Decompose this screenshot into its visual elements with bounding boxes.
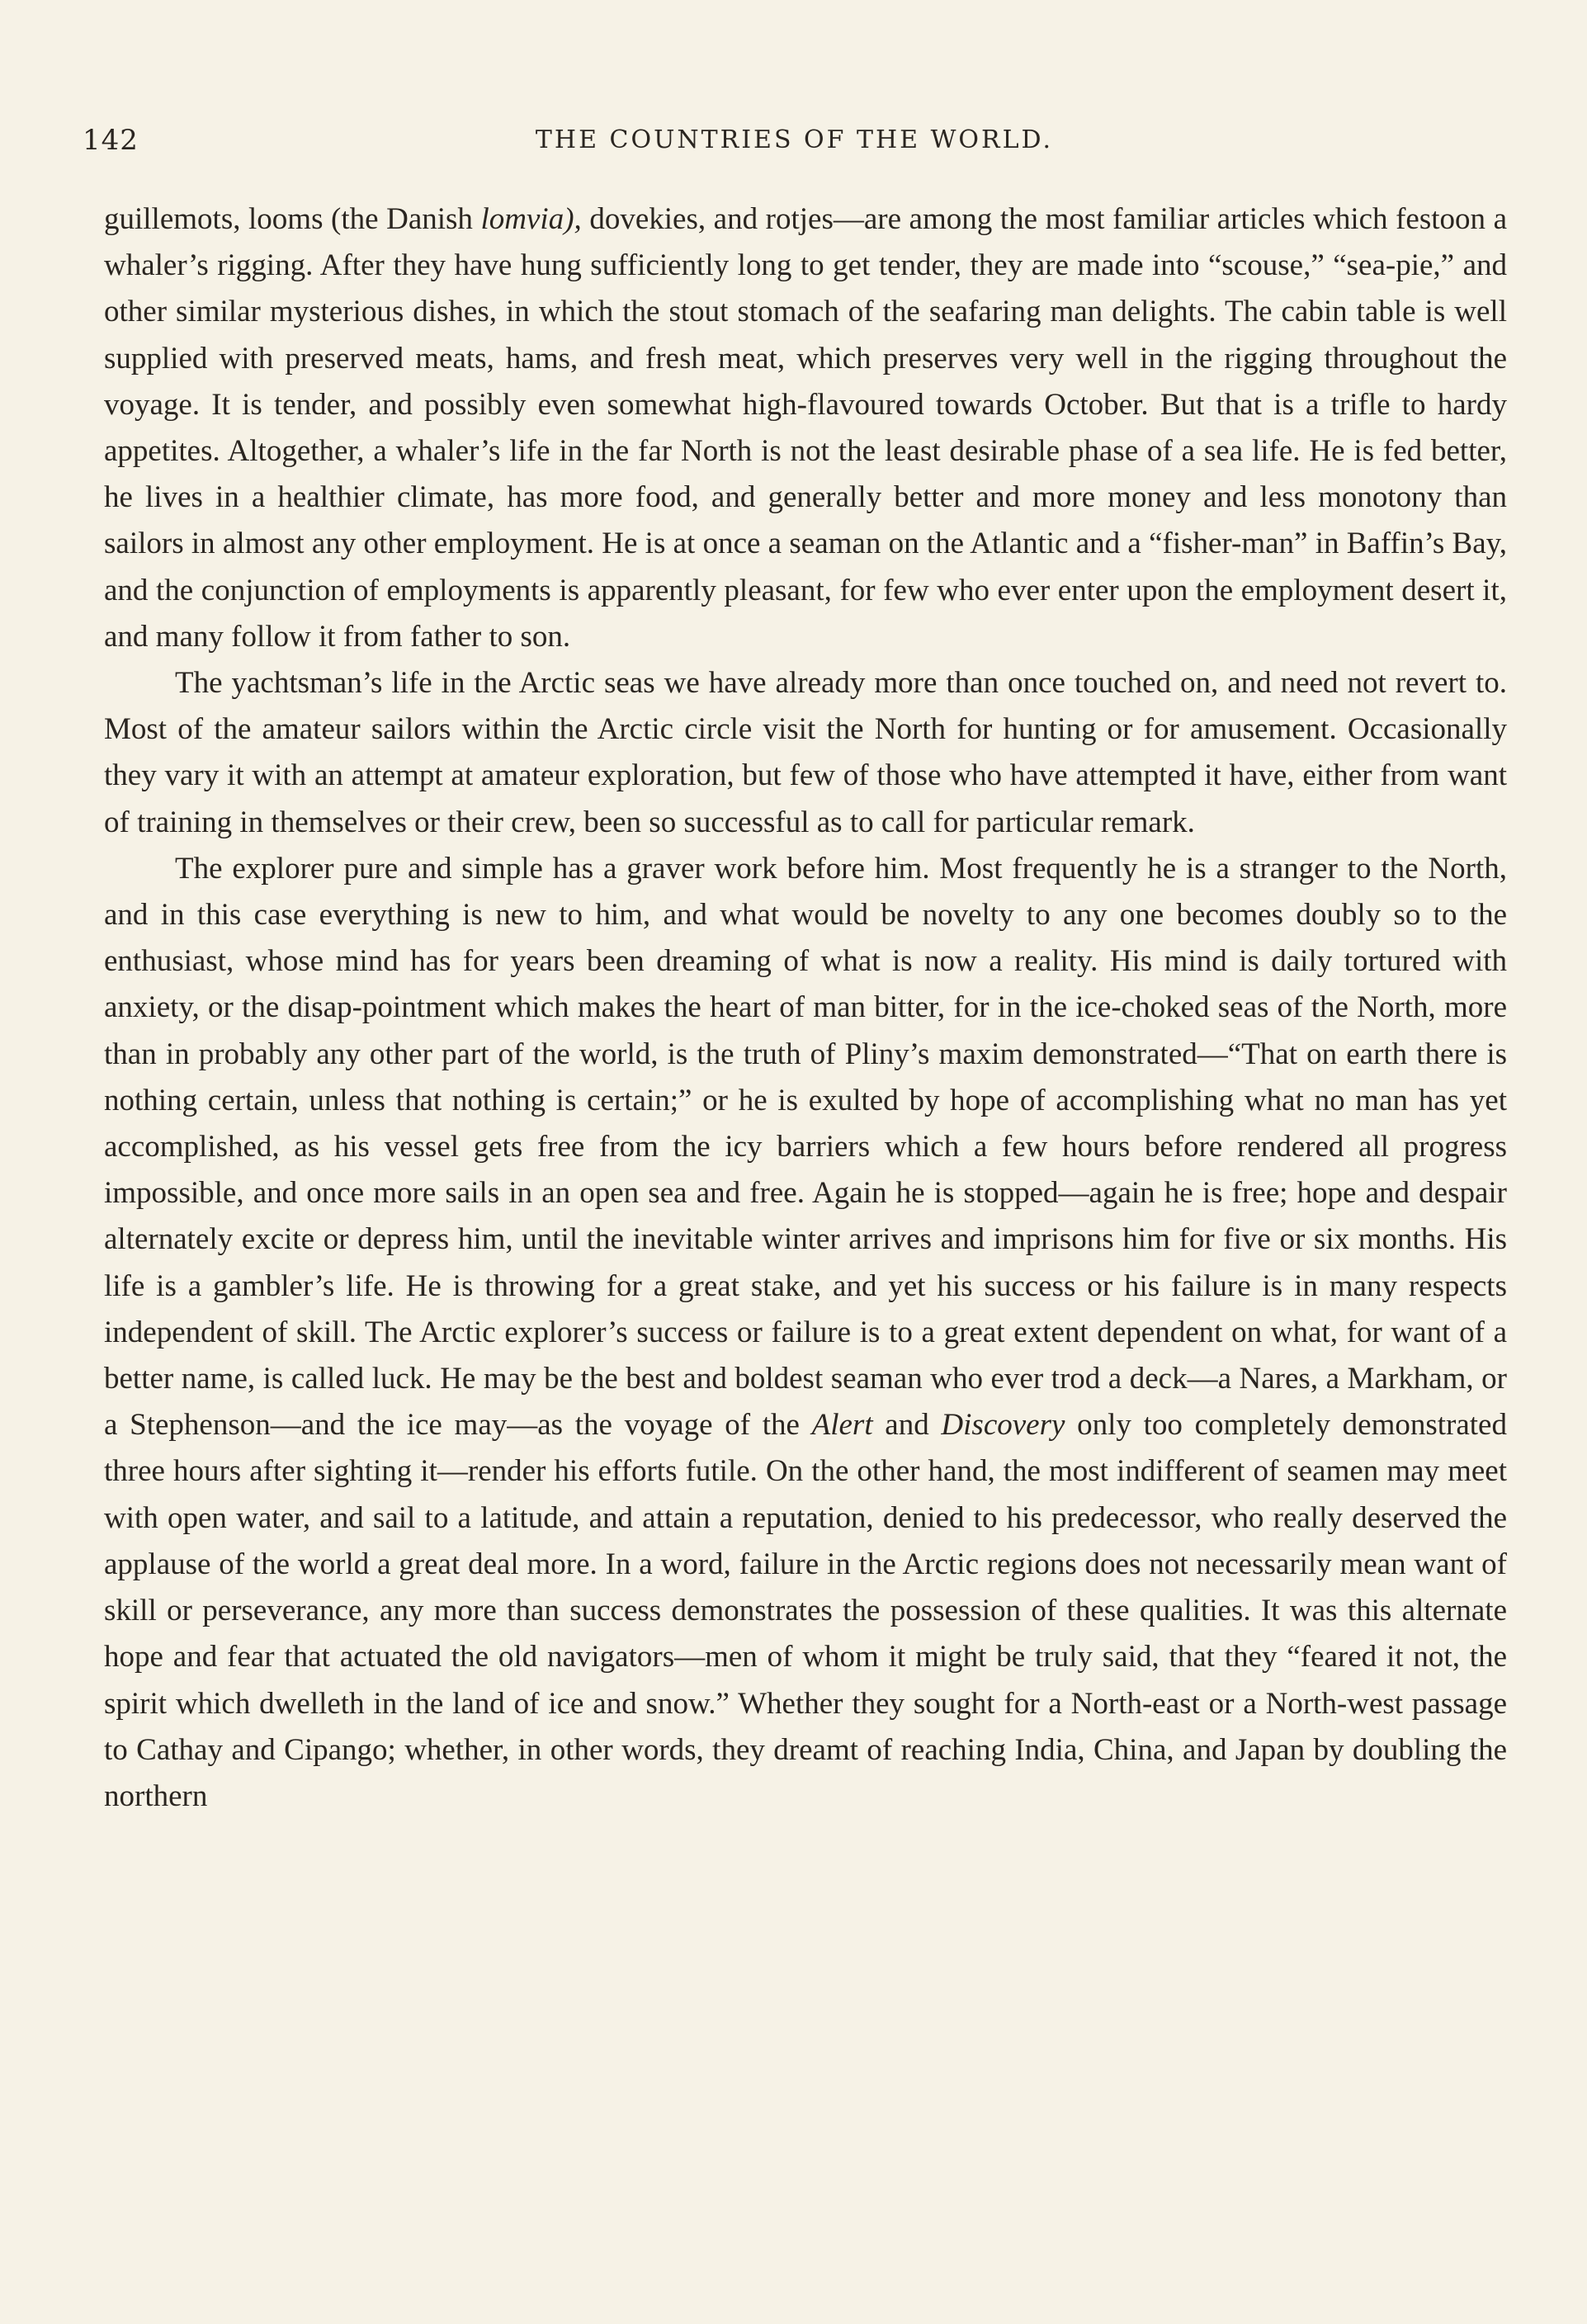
running-head	[83, 124, 1506, 157]
text-segment-italic: lomvia),	[480, 202, 582, 236]
text-segment: dovekies, and rotjes—are among the most familiar articles which festoon a whaler’s rigging. After they have hung sufficiently long to get tender, they are made into “scouse,” “sea-pie,” and other similar mysterious dishes, in which the stout stomach of the seafaring man delights. The cabin table is well supplied with preserved meats, hams, and fresh meat, which preserves very well in the rigging throughout the voyage. It is tender, and possibly even somewhat high-flavoured towards October. But that is a trifle to hardy appetites. Altogether, a whaler’s life in the far North is not the least desirable phase of a sea life. He is fed better, he lives in a healthier climate, has more food, and generally better and more money and less monotony than sailors in almost any other employment. He is at once a seaman on the Atlantic and a “fisher-man” in Baffin’s Bay, and the conjunction of employments is apparently pleasant, for few who ever enter upon the employment desert it, and many follow it from father to son.	[104, 202, 1507, 654]
paragraph-explorer	[104, 846, 1507, 1820]
running-title: THE COUNTRIES OF THE WORLD.	[535, 125, 1054, 154]
paragraph-whaler-life	[104, 196, 1507, 660]
text-segment: guillemots, looms (the Danish	[104, 202, 481, 236]
page-number: 142	[83, 124, 139, 157]
text-segment: The explorer pure and simple has a graver work before him. Most frequently he is a stranger to the North, and in this case everything is new to him, and what would be novelty to any one becomes doubly so to the enthusiast, whose mind has for years been dreaming of what is now a reality. His mind is daily tortured with anxiety, or the disap-pointment which makes the heart of man bitter, for in the ice-choked seas of the North, more than in probably any other part of the world, is the truth of Pliny’s maxim demonstrated—“That on earth there is nothing certain, unless that nothing is certain;” or he is exulted by hope of accomplishing what no man has yet accomplished, as his vessel gets free from the icy barriers which a few hours before rendered all progress impossible, and once more sails in an open sea and free. Again he is stopped—again he is free; hope and despair alternately excite or depress him, until the inevitable winter arrives and imprisons him for five or six months. His life is a gambler’s life. He is throwing for a great stake, and yet his success or his failure is in many respects independent of skill. The Arctic explorer’s success or failure is to a great extent dependent on what, for want of a better name, is called luck. He may be the best and boldest seaman who ever trod a deck—a Nares, a Markham, or a Stephenson—and the ice may—as the voyage of the	[104, 851, 1507, 1443]
text-segment: only too completely demonstrated three hours after sighting it—render his efforts futile. On the other hand, the most indifferent of seamen may meet with open water, and sail to a latitude, and attain a reputation, denied to his predecessor, who really deserved the applause of the world a great deal more. In a word, failure in the Arctic regions does not necessarily mean want of skill or perseverance, any more than success demonstrates the possession of these qualities. It was this alternate hope and fear that actuated the old navigators—men of whom it might be truly said, that they “feared it not, the spirit which dwelleth in the land of ice and snow.” Whether they sought for a North-east or a North-west passage to Cathay and Cipango; whether, in other words, they dreamt of reaching India, China, and Japan by doubling the northern	[104, 1408, 1507, 1813]
text-segment: The yachtsman’s life in the Arctic seas we have already more than once touched on, and need not revert to. Most of the amateur sailors within the Arctic circle visit the North for hunting or for amusement. Occasionally they vary it with an attempt at amateur exploration, but few of those who have attempted it have, either from want of training in themselves or their crew, been so successful as to call for particular remark.	[104, 666, 1507, 839]
body-text	[104, 196, 1507, 1820]
text-segment-italic: Discovery	[941, 1408, 1065, 1443]
paragraph-yachtsman	[104, 660, 1507, 846]
text-segment-italic: Alert	[811, 1408, 873, 1443]
text-segment: and	[872, 1408, 942, 1443]
